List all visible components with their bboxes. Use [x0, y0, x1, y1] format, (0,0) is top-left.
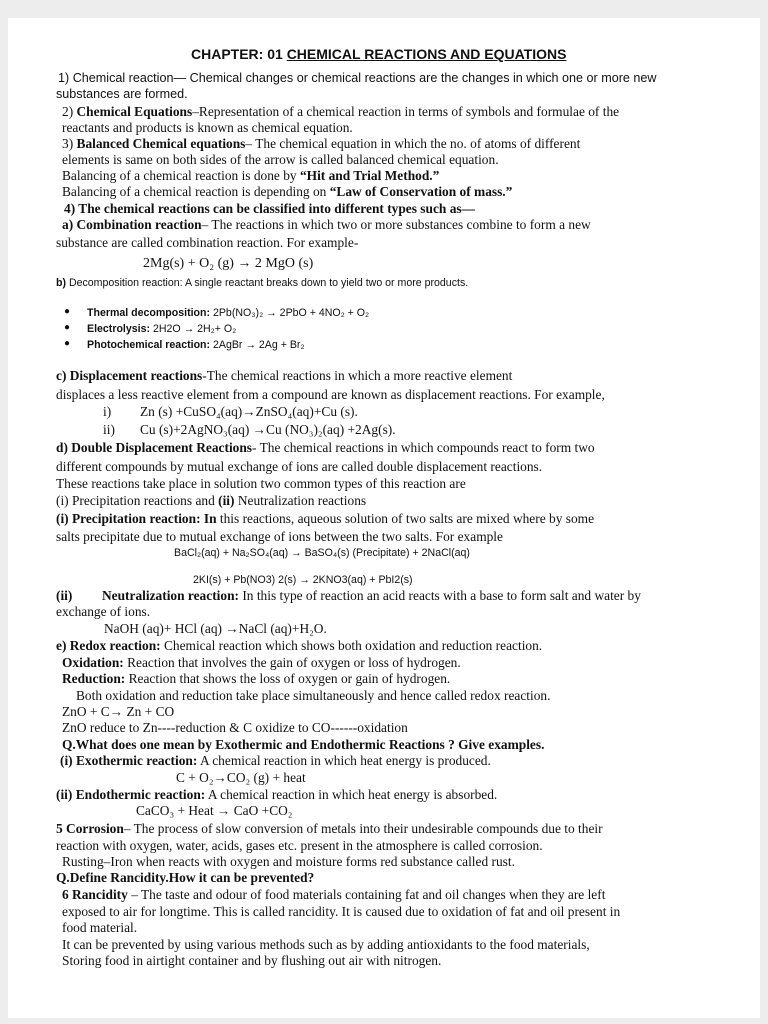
- s2-num: 2): [62, 104, 77, 119]
- precipitation-eq1: BaCl₂(aq) + Na₂SO₄(aq) → BaSO₄(s) (Precipitate) + 2NaCl(aq): [174, 547, 470, 559]
- combination-equation: 2Mg(s) + O₂ (g) → 2 MgO (s): [143, 256, 314, 271]
- question2-text: Q.Define Rancidity.How it can be prevented?: [56, 870, 315, 885]
- displacement-line2: displaces a less reactive element from a compound are known as displacement reactions. For example,: [56, 387, 605, 402]
- precipitation-eq2: 2KI(s) + Pb(NO3) 2(s) → 2KNO3(aq) + PbI2(s): [193, 574, 413, 586]
- decomposition-item-1: [87, 305, 369, 321]
- corrosion-line3: Rusting–Iron when reacts with oxygen and moisture forms red substance called rust.: [62, 854, 515, 869]
- s1-line1: [58, 70, 657, 86]
- neutralization-line2: exchange of ions.: [56, 604, 151, 619]
- double-text4c: Neutralization reactions: [234, 493, 367, 508]
- question2: [56, 870, 314, 886]
- corrosion-text1: – The process of slow conversion of metals into their undesirable compounds due to their: [123, 821, 603, 836]
- neutralization-label: Neutralization reaction:: [102, 588, 239, 603]
- rancidity-line5: Storing food in airtight container and by flushing out air with nitrogen.: [62, 953, 442, 968]
- endothermic-label: (ii) Endothermic reaction:: [56, 787, 206, 802]
- s2-line2: reactants and products is known as chemical equation.: [62, 120, 353, 135]
- combination-label: a) Combination reaction: [62, 217, 202, 232]
- hit-trial-method: “Hit and Trial Method.”: [299, 168, 440, 183]
- neutralization-line1: [102, 588, 641, 604]
- reduction-label: Reduction:: [62, 671, 126, 686]
- double-label: d) Double Displacement Reactions: [56, 440, 253, 455]
- displacement-ex1: Zn (s) +CuSO₄(aq)→ZnSO₄(aq)+Cu (s).: [140, 404, 358, 419]
- exothermic-equation: C + O₂→CO₂ (g) + heat: [176, 770, 306, 785]
- oxidation-text: Reaction that involves the gain of oxygen or loss of hydrogen.: [123, 655, 461, 670]
- precipitation-label: (i) Precipitation reaction:: [56, 511, 201, 526]
- double-line2: different compounds by mutual exchange of ions are called double displacement reactions.: [56, 459, 543, 474]
- s3-line1: [62, 136, 580, 152]
- double-line4: [56, 493, 366, 509]
- redox-label: e) Redox reaction:: [56, 638, 161, 653]
- s2-text1: –Representation of a chemical reaction in terms of symbols and formulae of the: [192, 104, 620, 119]
- displacement-ex2-num: ii): [103, 422, 115, 437]
- redox-both: Both oxidation and reduction take place simultaneously and hence called redox reaction.: [76, 688, 551, 703]
- precipitation-line2: salts precipitate due to mutual exchange of ions between the two salts. For example: [56, 529, 503, 544]
- displacement-ex2: Cu (s)+2AgNO₃(aq) →Cu (NO₃)₂(aq) +2Ag(s).: [140, 422, 396, 437]
- item-label: Electrolysis:: [87, 323, 151, 335]
- neutralization-equation: NaOH (aq)+ HCl (aq) →NaCl (aq)+H₂O.: [104, 621, 327, 636]
- double-text4b: (ii): [218, 493, 235, 508]
- s3-label: Balanced Chemical equations: [76, 136, 246, 151]
- item-text: 2AgBr → 2Ag + Br₂: [210, 339, 305, 351]
- rancidity-line4: It can be prevented by using various methods such as by adding antioxidants to the food materials,: [62, 937, 590, 952]
- reduction-line: [62, 671, 450, 687]
- precipitation-line1: [56, 511, 594, 527]
- combination-line1: [62, 217, 591, 233]
- item-text: 2Pb(NO₃)₂ → 2PbO + 4NO₂ + O₂: [210, 307, 370, 319]
- s3-text1: – The chemical equation in which the no. of atoms of different: [245, 136, 581, 151]
- rancidity-line2: exposed to air for longtime. This is called rancidity. It is caused due to oxidation of fat and oil present in: [62, 904, 621, 919]
- combination-line2: substance are called combination reaction. For example-: [56, 235, 359, 250]
- s1-line2: substances are formed.: [56, 87, 188, 101]
- corrosion-line1: [56, 821, 603, 837]
- double-text1: - The chemical reactions in which compounds react to form two: [252, 440, 595, 455]
- s3-num: 3): [62, 136, 77, 151]
- neutralization-text1: In this type of reaction an acid reacts with a base to form salt and water by: [238, 588, 641, 603]
- item-text: 2H2O → 2H₂+ O₂: [150, 323, 237, 335]
- s3-line2: elements is same on both sides of the arrow is called balanced chemical equation.: [62, 152, 499, 167]
- endothermic-line: [56, 787, 497, 803]
- document-page: [8, 18, 760, 1018]
- title-main: CHEMICAL REACTIONS AND EQUATIONS: [286, 46, 567, 62]
- rancidity-line1: [62, 887, 605, 903]
- neutralization-num: [56, 588, 72, 604]
- exothermic-line: [60, 753, 491, 769]
- redox-line: [56, 638, 542, 654]
- decomposition-line: [56, 275, 468, 291]
- rancidity-label: 6 Rancidity: [62, 887, 128, 902]
- s2-label: Chemical Equations: [76, 104, 193, 119]
- item-label: Thermal decomposition:: [87, 307, 211, 319]
- exothermic-label: (i) Exothermic reaction:: [60, 753, 198, 768]
- redox-explain: ZnO reduce to Zn----reduction & C oxidize to CO------oxidation: [62, 720, 408, 735]
- rancidity-text1: – The taste and odour of food materials containing fat and oil changes when they are left: [127, 887, 606, 902]
- question1: [62, 737, 544, 753]
- precipitation-text1: this reactions, aqueous solution of two salts are mixed where by some: [216, 511, 595, 526]
- double-line1: [56, 440, 595, 456]
- s4-heading: [64, 201, 475, 217]
- displacement-text1: -The chemical reactions in which a more reactive element: [202, 368, 513, 383]
- displacement-line1: [56, 368, 512, 384]
- bullet-icon: ●: [64, 306, 71, 317]
- decomposition-item-3: [87, 337, 305, 353]
- item-label: Photochemical reaction:: [87, 339, 211, 351]
- double-line3: These reactions take place in solution two common types of this reaction are: [56, 476, 466, 491]
- oxidation-line: [62, 655, 461, 671]
- displacement-ex1-num: i): [103, 404, 112, 419]
- endothermic-equation: CaCO₃ + Heat → CaO +CO₂: [136, 803, 293, 818]
- redox-equation: ZnO + C→ Zn + CO: [62, 704, 175, 719]
- reduction-text: Reaction that shows the loss of oxygen or gain of hydrogen.: [125, 671, 451, 686]
- corrosion-label: 5 Corrosion: [56, 821, 124, 836]
- decomposition-text: Decomposition reaction: A single reactant breaks down to yield two or more products.: [66, 277, 469, 289]
- exothermic-text: A chemical reaction in which heat energy is produced.: [197, 753, 491, 768]
- corrosion-line2: reaction with oxygen, water, acids, gases etc. present in the atmosphere is called corrosion.: [56, 838, 543, 853]
- s3-text4a: Balancing of a chemical reaction is depending on: [62, 184, 330, 199]
- rancidity-line3: food material.: [62, 920, 138, 935]
- s4-heading-text: 4) The chemical reactions can be classified into different types such as—: [64, 201, 475, 216]
- s2-line1: [62, 104, 619, 120]
- s3-line4: [62, 184, 512, 200]
- neutralization-num-text: (ii): [56, 588, 73, 603]
- s3-line3: [62, 168, 439, 184]
- decomposition-label: b): [56, 277, 66, 289]
- decomposition-item-2: [87, 321, 236, 337]
- displacement-label: c) Displacement reactions: [56, 368, 203, 383]
- double-text4a: (i) Precipitation reactions and: [56, 493, 219, 508]
- s1-text1: Chemical changes or chemical reactions are the changes in which one or more new: [186, 71, 657, 85]
- redox-text: Chemical reaction which shows both oxidation and reduction reaction.: [160, 638, 543, 653]
- precipitation-bold2: In: [200, 511, 217, 526]
- bullet-icon: ●: [64, 338, 71, 349]
- bullet-icon: ●: [64, 322, 71, 333]
- oxidation-label: Oxidation:: [62, 655, 124, 670]
- endothermic-text: A chemical reaction in which heat energy is absorbed.: [205, 787, 498, 802]
- s3-text3a: Balancing of a chemical reaction is done by: [62, 168, 300, 183]
- question1-text: Q.What does one mean by Exothermic and Endothermic Reactions ? Give examples.: [62, 737, 545, 752]
- s1-label: 1) Chemical reaction—: [58, 71, 187, 85]
- law-conservation-mass: “Law of Conservation of mass.”: [329, 184, 513, 199]
- page-title: [191, 46, 566, 62]
- title-prefix: CHAPTER: 01: [191, 46, 287, 62]
- combination-text1: – The reactions in which two or more substances combine to form a new: [201, 217, 591, 232]
